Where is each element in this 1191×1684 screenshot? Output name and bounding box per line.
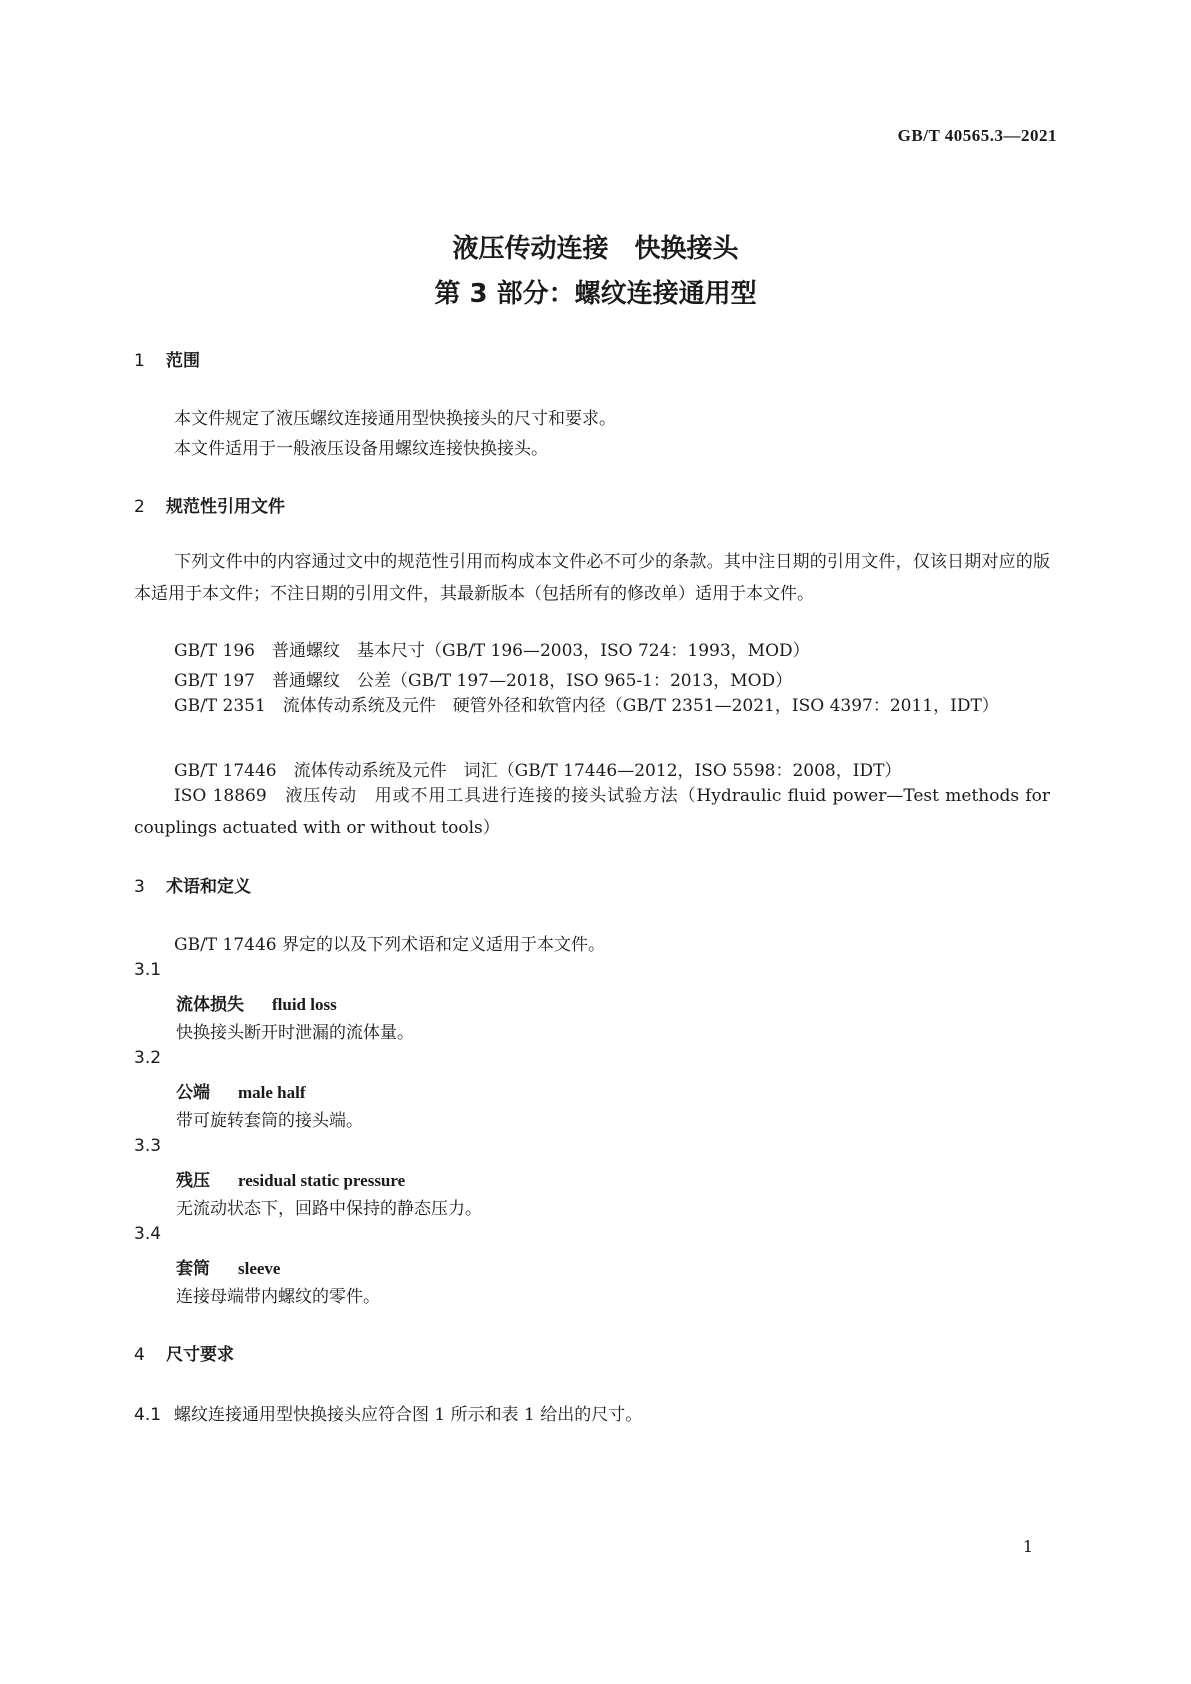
clause-text: 螺纹连接通用型快换接头应符合图 1 所示和表 1 给出的尺寸。 xyxy=(174,1405,643,1425)
document-title-line1: 液压传动连接 快换接头 xyxy=(452,234,739,264)
scope-paragraph-1: 本文件规定了液压螺纹连接通用型快换接头的尺寸和要求。 xyxy=(174,409,616,429)
term-number: 3.1 xyxy=(134,960,162,980)
term-name-en: sleeve xyxy=(238,1259,281,1278)
section-number: 1 xyxy=(134,351,145,371)
term-name xyxy=(176,990,337,1015)
section-2-heading xyxy=(134,492,285,517)
term-name-zh: 流体损失 xyxy=(176,995,244,1015)
reference-text: GB/T 2351 流体传动系统及元件 硬管外径和软管内径（GB/T 2351—2021，ISO 4397：2011，IDT） xyxy=(174,696,999,716)
normative-references-intro xyxy=(134,546,1050,610)
term-name-en: fluid loss xyxy=(272,995,337,1014)
term-name-en: residual static pressure xyxy=(238,1171,406,1190)
document-title-line2: 第 3 部分：螺纹连接通用型 xyxy=(434,279,757,309)
term-definition: 无流动状态下，回路中保持的静态压力。 xyxy=(176,1199,482,1219)
standard-number: GB/T 40565.3—2021 xyxy=(897,126,1057,145)
term-number: 3.3 xyxy=(134,1136,162,1156)
term-name xyxy=(176,1166,405,1191)
clause-4-1 xyxy=(134,1400,642,1425)
reference-item xyxy=(134,780,1050,844)
section-title: 范围 xyxy=(166,351,200,371)
terms-intro: GB/T 17446 界定的以及下列术语和定义适用于本文件。 xyxy=(174,935,606,955)
term-number: 3.2 xyxy=(134,1048,162,1068)
term-name-zh: 套筒 xyxy=(176,1259,210,1279)
reference-text: ISO 18869 液压传动 用或不用工具进行连接的接头试验方法（Hydraulic fluid power—Test methods for couplings actuated with or without tools） xyxy=(134,786,1050,838)
term-number: 3.4 xyxy=(134,1224,162,1244)
clause-number: 4.1 xyxy=(134,1405,162,1425)
reference-item: GB/T 17446 流体传动系统及元件 词汇（GB/T 17446—2012，ISO 5598：2008，IDT） xyxy=(174,761,902,781)
section-number: 4 xyxy=(134,1345,145,1365)
reference-item: GB/T 197 普通螺纹 公差（GB/T 197—2018，ISO 965-1：2013，MOD） xyxy=(174,671,793,691)
intro-text: 下列文件中的内容通过文中的规范性引用而构成本文件必不可少的条款。其中注日期的引用文件，仅该日期对应的版本适用于本文件；不注日期的引用文件，其最新版本（包括所有的修改单）适用于本文件。 xyxy=(134,552,1050,604)
scope-paragraph-2: 本文件适用于一般液压设备用螺纹连接快换接头。 xyxy=(174,439,548,459)
section-3-heading xyxy=(134,872,251,897)
section-number: 3 xyxy=(134,877,145,897)
section-title: 规范性引用文件 xyxy=(166,497,285,517)
term-definition: 快换接头断开时泄漏的流体量。 xyxy=(176,1023,414,1043)
term-definition: 连接母端带内螺纹的零件。 xyxy=(176,1287,380,1307)
page-number: 1 xyxy=(1022,1537,1033,1556)
section-title: 尺寸要求 xyxy=(166,1345,234,1365)
term-name-zh: 公端 xyxy=(176,1083,210,1103)
term-name-zh: 残压 xyxy=(176,1171,210,1191)
term-definition: 带可旋转套筒的接头端。 xyxy=(176,1111,363,1131)
reference-item: GB/T 196 普通螺纹 基本尺寸（GB/T 196—2003，ISO 724：1993，MOD） xyxy=(174,641,810,661)
section-1-heading xyxy=(134,346,200,371)
section-title: 术语和定义 xyxy=(166,877,251,897)
term-name xyxy=(176,1078,306,1103)
term-name xyxy=(176,1254,280,1279)
section-number: 2 xyxy=(134,497,145,517)
reference-item xyxy=(134,690,1050,722)
term-name-en: male half xyxy=(238,1083,306,1102)
section-4-heading xyxy=(134,1340,234,1365)
